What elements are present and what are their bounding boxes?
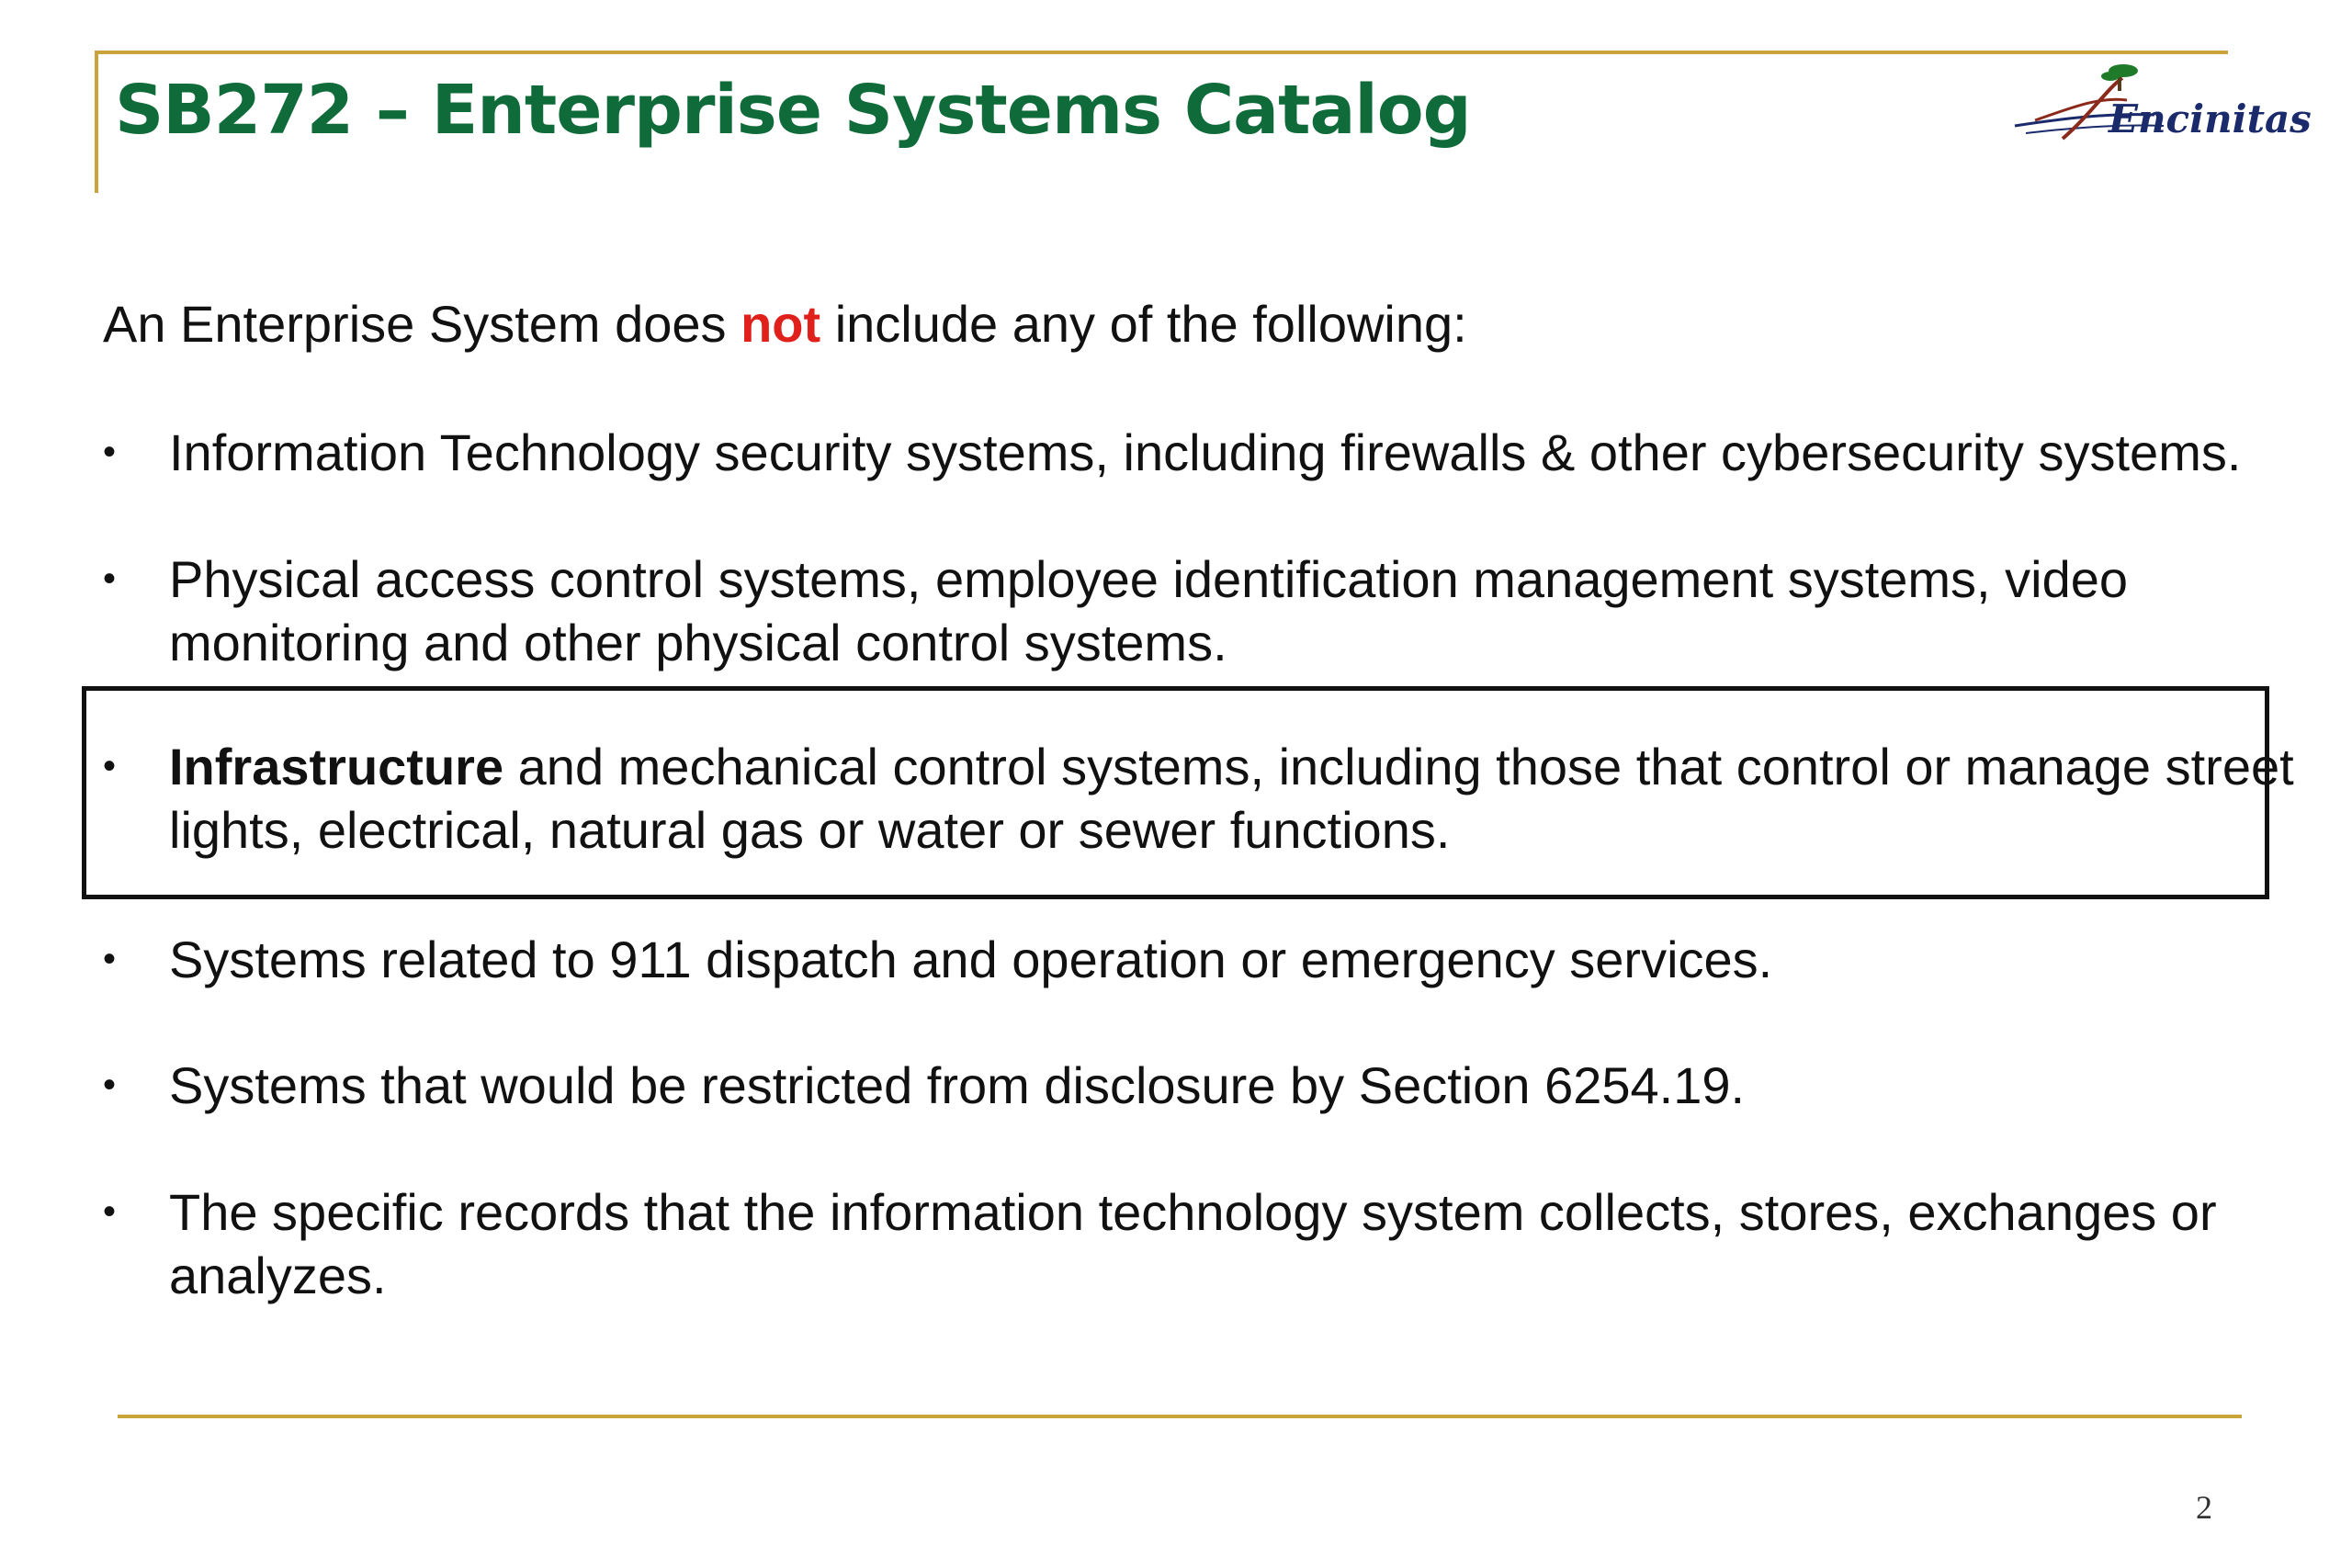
bullet-item-1 bbox=[103, 421, 2308, 484]
page-number: 2 bbox=[2196, 1489, 2212, 1526]
bullet-icon: • bbox=[103, 746, 117, 786]
encinitas-logo bbox=[2007, 60, 2312, 161]
bullet-item-2 bbox=[103, 547, 2308, 674]
bullet-icon: • bbox=[103, 1065, 117, 1105]
bullet-text: Systems that would be restricted from disclosure by Section 6254.19. bbox=[169, 1056, 1746, 1114]
slide-title: SB272 – Enterprise Systems Catalog bbox=[115, 71, 1471, 150]
bullet-item-4 bbox=[103, 928, 2308, 991]
bullet-icon: • bbox=[103, 939, 117, 979]
bullet-item-3 bbox=[103, 735, 2308, 862]
bullet-bold-term: Infrastructure bbox=[169, 738, 504, 795]
bullet-item-5 bbox=[103, 1054, 2308, 1117]
intro-sentence bbox=[103, 292, 1467, 356]
bullet-text: Infrastructure and mechanical control systems, including those that control or manage street lights, electrical, natural gas or water or sewer functions. bbox=[169, 738, 2294, 859]
bullet-icon: • bbox=[103, 1191, 117, 1232]
intro-after: include any of the following: bbox=[820, 295, 1467, 353]
bottom-rule bbox=[118, 1415, 2242, 1418]
bullet-icon: • bbox=[103, 432, 117, 472]
intro-before: An Enterprise System does bbox=[103, 295, 741, 353]
intro-emphasis: not bbox=[741, 295, 821, 353]
bullet-text: Physical access control systems, employee identification management systems, video monitoring and other physical control systems. bbox=[169, 550, 2129, 671]
bullet-item-6 bbox=[103, 1180, 2308, 1307]
bullet-text: Information Technology security systems, including firewalls & other cybersecurity systems. bbox=[169, 423, 2242, 481]
bullet-text: Systems related to 911 dispatch and operation or emergency services. bbox=[169, 931, 1773, 988]
logo-text: Encinitas bbox=[2109, 96, 2312, 141]
bullet-icon: • bbox=[103, 558, 117, 599]
bullet-text: The specific records that the information technology system collects, stores, exchanges or analyzes. bbox=[169, 1183, 2217, 1304]
